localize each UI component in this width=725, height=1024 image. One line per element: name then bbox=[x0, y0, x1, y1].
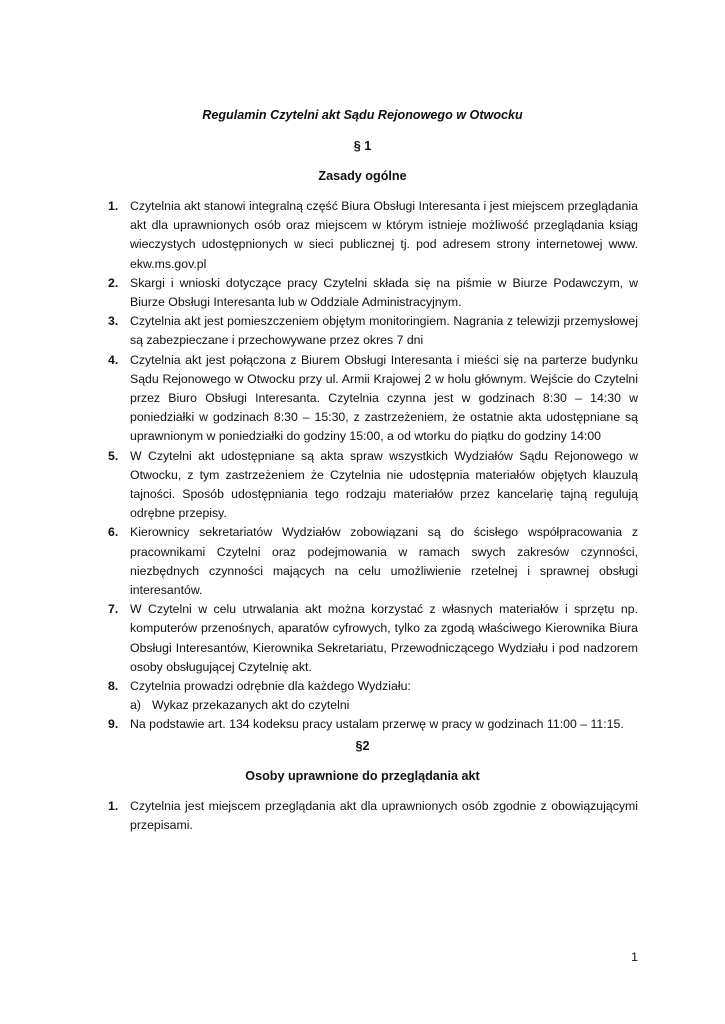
list-item-number: 1. bbox=[108, 799, 119, 813]
list-item bbox=[108, 274, 638, 312]
list-item-number: 6. bbox=[108, 525, 119, 540]
list-item-number: 3. bbox=[108, 314, 119, 329]
list-item-number: 4. bbox=[108, 352, 119, 367]
page-number: 1 bbox=[631, 950, 638, 964]
sub-list-item-text: Wykaz przekazanych akt do czytelni bbox=[152, 698, 350, 713]
sub-list-item-number: a) bbox=[130, 698, 141, 713]
list-item bbox=[108, 351, 638, 447]
list-item-text: Czytelnia akt stanowi integralną część Biura Obsługi Interesanta i jest miejscem przeglądania akt dla uprawnionych osób oraz miejscem w którym istnieje możliwość przeglądania ksiąg wieczystych udostępnionych w sieci publicznej tj. pod adresem strony internetowej www. ekw.ms.gov.pl bbox=[130, 199, 638, 271]
sub-list-item bbox=[130, 696, 638, 715]
list-item-text: Na podstawie art. 134 kodeksu pracy ustalam przerwę w pracy w godzinach 11:00 – 11:15. bbox=[130, 717, 624, 732]
list-item bbox=[108, 312, 638, 350]
list-item-text: Czytelnia akt jest połączona z Biurem Obsługi Interesanta i mieści się na parterze budynku Sądu Rejonowego w Otwocku przy ul. Armii Krajowej 2 w holu głównym. Wejście do Czytelni przez Biuro Obsługi Interesanta. Czytelnia czynna jest w godzinach 8:30 – 14:30 w poniedziałki w godzinach 8:30 – 15:30, z zastrzeżeniem, że ostatnie akta udostępniane są uprawnionym w poniedziałki do godziny 15:00, a od wtorku do piątku do godziny 14:00 bbox=[130, 352, 638, 444]
section-1-list bbox=[108, 197, 638, 735]
list-item-text: Czytelnia prowadzi odrębnie dla każdego Wydziału: bbox=[130, 679, 411, 694]
list-item-number: 7. bbox=[108, 602, 119, 617]
list-item bbox=[108, 797, 638, 835]
list-item bbox=[108, 197, 638, 274]
section-1-symbol: § 1 bbox=[353, 139, 372, 153]
list-item-number: 1. bbox=[108, 199, 119, 213]
list-item bbox=[108, 523, 638, 600]
document-title: Regulamin Czytelni akt Sądu Rejonowego w Otwocku bbox=[202, 108, 523, 122]
list-item-text: Czytelnia jest miejscem przeglądania akt dla uprawnionych osób zgodnie z obowiązującymi przepisami. bbox=[130, 799, 638, 833]
section-2-heading: Osoby uprawnione do przeglądania akt bbox=[245, 769, 480, 783]
section-2-symbol: §2 bbox=[355, 739, 370, 753]
list-item bbox=[108, 600, 638, 677]
list-item bbox=[108, 447, 638, 524]
list-item-number: 2. bbox=[108, 275, 119, 290]
list-item bbox=[108, 677, 638, 715]
section-2-list bbox=[108, 797, 638, 835]
list-item-text: Kierownicy sekretariatów Wydziałów zobowiązani są do ścisłego współpracowania z pracownikami Czytelni oraz podejmowania w ramach swych zakresów czynności, niezbędnych czynności mających na celu umożliwienie rzetelnej i sprawnej obsługi interesantów. bbox=[130, 525, 638, 598]
list-item bbox=[108, 715, 638, 734]
section-1-heading: Zasady ogólne bbox=[318, 169, 407, 183]
list-item-text: Skargi i wnioski dotyczące pracy Czytelni składa się na piśmie w Biurze Podawczym, w Biurze Obsługi Interesanta lub w Oddziale Administracyjnym. bbox=[130, 275, 638, 310]
list-item-text: Czytelnia akt jest pomieszczeniem objętym monitoringiem. Nagrania z telewizji przemysłowej są zabezpieczane i przechowywane przez okres 7 dni bbox=[130, 314, 638, 348]
list-item-number: 5. bbox=[108, 448, 119, 463]
list-item-text: W Czytelni akt udostępniane są akta spraw wszystkich Wydziałów Sądu Rejonowego w Otwocku, z tym zastrzeżeniem że Czytelnia nie udostępnia materiałów objętych klauzulą tajności. Sposób udostępniania tego rodzaju materiałów przez kancelarię tajną regulują odrębne przepisy. bbox=[130, 448, 638, 521]
list-item-text: W Czytelni w celu utrwalania akt można korzystać z własnych materiałów i sprzętu np. komputerów przenośnych, aparatów cyfrowych, tylko za zgodą właściwego Kierownika Biura Obsługi Interesantów, Kierownika Sekretariatu, Przewodniczącego Wydziału i pod nadzorem osoby obsługującej Czytelnię akt. bbox=[130, 602, 638, 674]
list-item-number: 9. bbox=[108, 717, 119, 732]
list-item-number: 8. bbox=[108, 679, 119, 694]
